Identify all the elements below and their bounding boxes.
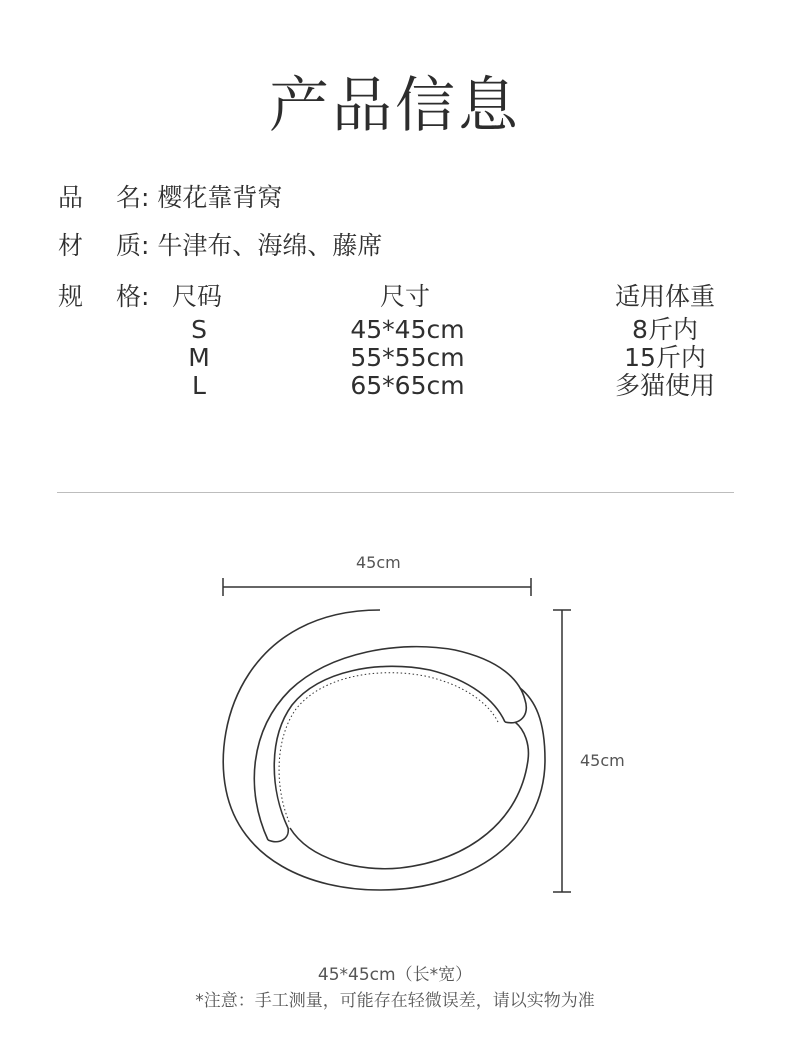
size-cell-m: M (188, 343, 210, 372)
weight-column-header: 适用体重 (614, 282, 715, 311)
name-label-char2: 名: (116, 183, 150, 212)
product-name-value: 樱花靠背窝 (157, 183, 283, 212)
dimension-cell-l: 65*65cm (350, 371, 465, 400)
height-dimension-line (553, 610, 571, 892)
measurement-disclaimer: *注意：手工测量，可能存在轻微误差，请以实物为准 (195, 991, 595, 1011)
weight-cell-s: 8斤内 (632, 315, 698, 344)
page-title: 产品信息 (269, 71, 521, 141)
weight-cell-m: 15斤内 (624, 343, 706, 372)
size-cell-l: L (192, 371, 206, 400)
backrest-outline (254, 647, 526, 840)
material-value: 牛津布、海绵、藤席 (157, 231, 383, 260)
material-label-char1: 材 (58, 231, 84, 260)
name-label-char1: 品 (58, 183, 84, 212)
weight-cell-l: 多猫使用 (614, 371, 715, 400)
cushion-seam (279, 673, 498, 824)
size-cell-s: S (191, 315, 207, 344)
width-dimension-label: 45cm (356, 553, 401, 572)
width-dimension-line (223, 578, 531, 596)
dimension-cell-s: 45*45cm (350, 315, 465, 344)
spec-label-char1: 规 (58, 282, 84, 311)
size-column-header: 尺码 (172, 282, 223, 311)
spec-label-char2: 格: (116, 282, 150, 311)
bed-outer-outline (223, 610, 545, 890)
dimension-cell-m: 55*55cm (350, 343, 465, 372)
height-dimension-label: 45cm (580, 751, 625, 770)
dimension-column-header: 尺寸 (379, 282, 430, 311)
cushion-front-edge (290, 722, 528, 869)
size-note: 45*45cm（长*宽） (317, 965, 473, 985)
material-label-char2: 质: (116, 231, 150, 260)
